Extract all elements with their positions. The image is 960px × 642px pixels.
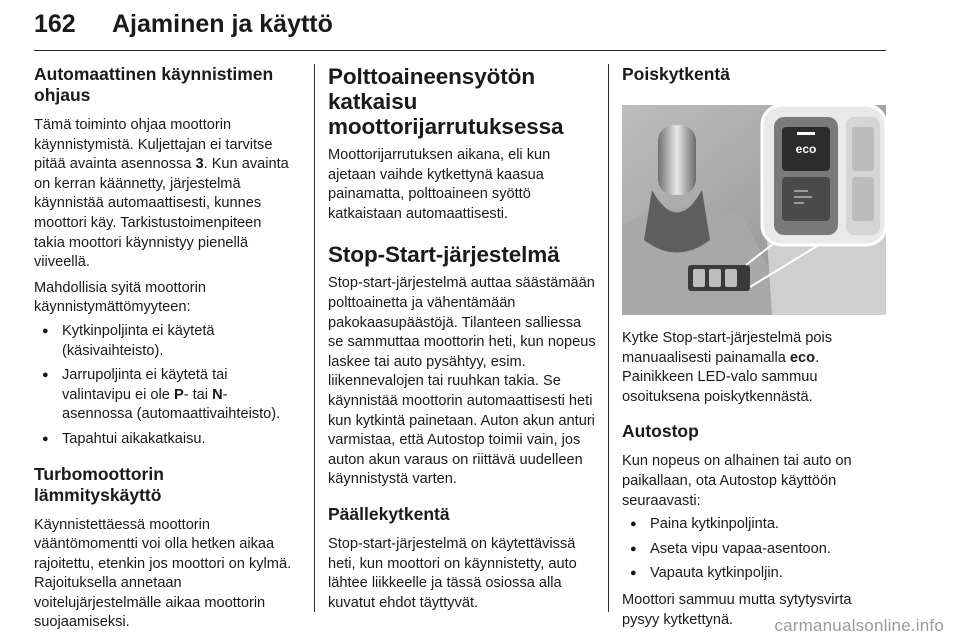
paragraph-turbo: Käynnistettäessä moottorin vääntömomentti voi olla hetken aikaa rajoitettu, etenkin jos moottori on kylmä. Rajoituksella annetaan voitelujärjestelmälle aikaa moottorin suojaamiseksi.: [34, 516, 292, 631]
heading-stop-start: Stop-Start-järjestelmä: [328, 242, 560, 268]
column-middle: [328, 64, 596, 619]
park-assist-button: [782, 177, 830, 221]
eco-button-label: eco: [795, 142, 817, 156]
column-divider: [608, 64, 609, 612]
watermark: carmanualsonline.info: [774, 616, 944, 635]
paragraph-stop-start: Stop-start-järjestelmä auttaa säästämään polttoainetta ja vähentämään pakokaasupäästöjä. Tilanteen salliessa se sammuttaa moottorin heti, kun nopeus laskee tai auto pysähtyy, esim. liikennevalojen tai ruuhkan takia. Se käynnistää moottorin automaattisesti heti kun kytkintä painetaan. Auton akun anturi varmistaa, että Autostop toimii vain, jos auton akun varaus on riittävä uudelleen käynnistystä varten.: [328, 275, 596, 488]
paragraph-deactivation: Kytke Stop-start-järjestelmä pois manuaalisesti painamalla eco. Painikkeen LED-valo sammuu osoituksena poiskytkennästä.: [622, 330, 833, 405]
heading-deactivation: Poiskytkentä: [622, 64, 730, 84]
paragraph-reasons: Mahdollisia syitä moottorin käynnistymättömyyteen:: [34, 279, 206, 316]
eco-button-photo: [622, 105, 886, 315]
heading-fuel-cutoff: Polttoaineensyötön katkaisu moottorijarrutuksessa: [328, 64, 564, 139]
page-header: [34, 4, 886, 51]
gear-knob: [658, 125, 696, 195]
console-illustration: [622, 105, 886, 315]
paragraph-autostop: Kun nopeus on alhainen tai auto on paikallaan, ota Autostop käyttöön seuraavasti:: [622, 453, 852, 509]
paragraph-engine-off: Moottori sammuu mutta sytytysvirta pysyy kytkettynä.: [622, 591, 852, 628]
list-item: ● Vapauta kytkinpoljin.: [622, 564, 886, 584]
list-item: ● Aseta vipu vapaa-asentoon.: [622, 540, 886, 560]
heading-autostop: Autostop: [622, 421, 699, 442]
heading-turbo: Turbomoottorin lämmityskäyttö: [34, 463, 164, 505]
page-number: 162: [34, 10, 76, 38]
list-item: ● Jarrupoljinta ei käytetä tai valintavipu ei ole P- tai N-asennossa (automaattivaihteisto).: [34, 366, 296, 425]
column-right: [622, 64, 886, 636]
paragraph-fuel-cutoff: Moottorijarrutuksen aikana, eli kun ajetaan vaihde kytkettynä kaasua painamatta, polttoaineen syöttö katkaistaan automaattisesti.: [328, 147, 551, 222]
list-item: ● Paina kytkinpoljinta.: [622, 515, 886, 535]
heading-activation: Päällekytkentä: [328, 503, 450, 524]
heading-auto-start: Automaattinen käynnistimen ohjaus: [34, 64, 274, 105]
column-divider: [314, 64, 315, 612]
autostop-steps-list: [622, 515, 886, 584]
list-item: ● Kytkinpoljinta ei käytetä (käsivaihteisto).: [34, 322, 296, 361]
column-left: [34, 64, 296, 639]
reasons-list: [34, 322, 296, 450]
list-item: ● Tapahtui aikakatkaisu.: [34, 430, 296, 450]
paragraph-activation: Stop-start-järjestelmä on käytettävissä heti, kun moottori on käynnistetty, auto lähtee liikkeelle ja tässä osiossa alla kuvatut ehdot täyttyvät.: [328, 535, 577, 611]
chapter-title: Ajaminen ja käyttö: [112, 10, 333, 38]
paragraph-auto-start: Tämä toiminto ohjaa moottorin käynnistymistä. Kuljettajan ei tarvitse pitää avainta asennossa 3. Kun avainta on kerran käännetty, järjestelmä käynnistää automaattisesti, kunnes moottori käy. Tarkistustoimenpiteen takia moottori käynnistyy pienellä viiveellä.: [34, 117, 289, 271]
